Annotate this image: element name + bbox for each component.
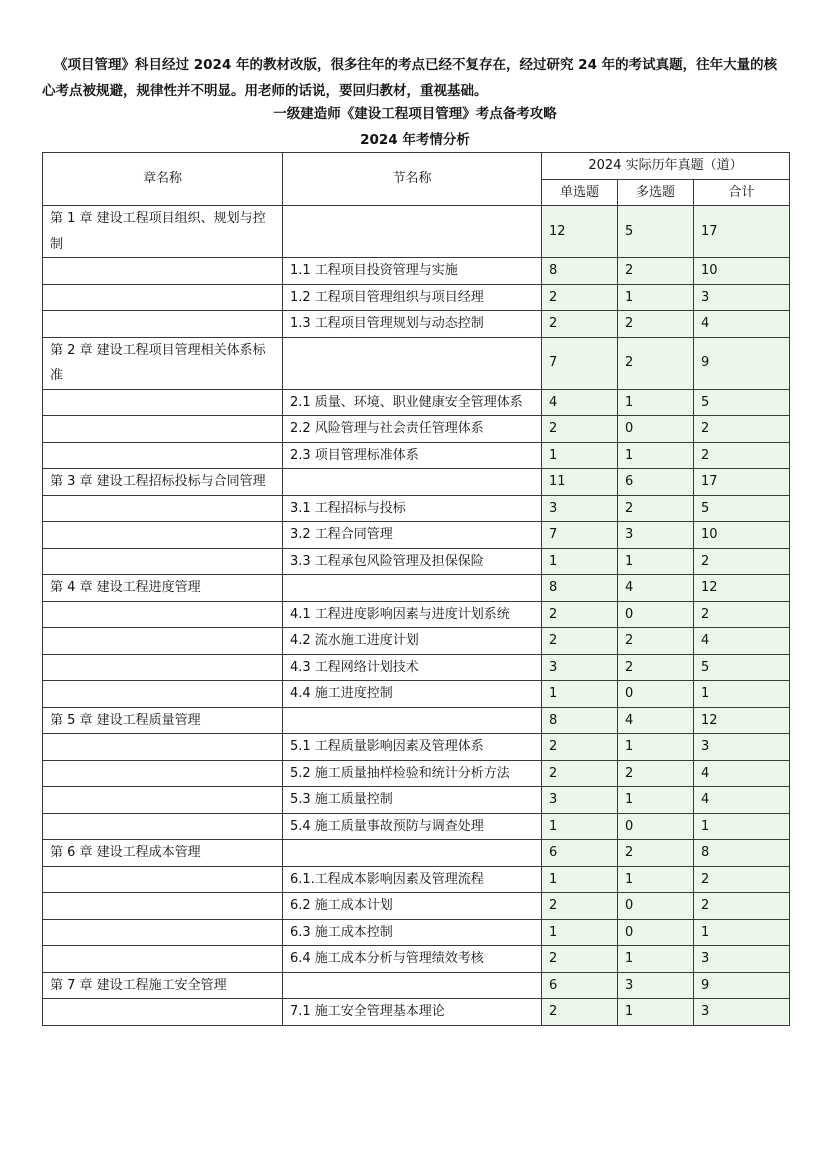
multi-choice-cell: 1 bbox=[618, 548, 694, 575]
single-choice-cell: 8 bbox=[542, 575, 618, 602]
chapter-cell bbox=[43, 681, 283, 708]
multi-choice-cell: 1 bbox=[618, 734, 694, 761]
single-choice-cell: 1 bbox=[542, 919, 618, 946]
section-row bbox=[43, 495, 790, 522]
section-row bbox=[43, 734, 790, 761]
section-cell: 4.1 工程进度影响因素与进度计划系统 bbox=[283, 601, 542, 628]
multi-choice-cell: 2 bbox=[618, 840, 694, 867]
section-row bbox=[43, 760, 790, 787]
chapter-cell bbox=[43, 628, 283, 655]
single-choice-cell: 7 bbox=[542, 522, 618, 549]
document-title: 一级建造师《建设工程项目管理》考点备考攻略 bbox=[273, 106, 557, 122]
section-cell: 5.4 施工质量事故预防与调查处理 bbox=[283, 813, 542, 840]
multi-choice-cell: 2 bbox=[618, 760, 694, 787]
section-row bbox=[43, 389, 790, 416]
chapter-row bbox=[43, 337, 790, 389]
section-cell: 1.1 工程项目投资管理与实施 bbox=[283, 258, 542, 285]
header-chapter: 章名称 bbox=[43, 153, 283, 206]
section-row bbox=[43, 442, 790, 469]
total-cell: 4 bbox=[694, 311, 790, 338]
intro-text: 《项目管理》科目经过 2024 年的教材改版，很多往年的考点已经不复存在，经过研究 24 年的考试真题，往年大量的核心考点被规避，规律性并不明显。用老师的话说，要回归教材，重视基础。 bbox=[42, 57, 778, 99]
single-choice-cell: 2 bbox=[542, 893, 618, 920]
chapter-cell bbox=[43, 813, 283, 840]
section-cell bbox=[283, 469, 542, 496]
single-choice-cell: 2 bbox=[542, 946, 618, 973]
chapter-cell bbox=[43, 946, 283, 973]
table-header bbox=[43, 153, 790, 206]
multi-choice-cell: 1 bbox=[618, 999, 694, 1026]
header-total: 合计 bbox=[694, 179, 790, 206]
multi-choice-cell: 2 bbox=[618, 258, 694, 285]
section-row bbox=[43, 813, 790, 840]
single-choice-cell: 2 bbox=[542, 601, 618, 628]
chapter-row bbox=[43, 707, 790, 734]
section-cell: 1.3 工程项目管理规划与动态控制 bbox=[283, 311, 542, 338]
chapter-cell bbox=[43, 654, 283, 681]
chapter-cell bbox=[43, 442, 283, 469]
multi-choice-cell: 1 bbox=[618, 389, 694, 416]
single-choice-cell: 1 bbox=[542, 866, 618, 893]
section-cell: 2.1 质量、环境、职业健康安全管理体系 bbox=[283, 389, 542, 416]
total-cell: 4 bbox=[694, 628, 790, 655]
multi-choice-cell: 1 bbox=[618, 442, 694, 469]
multi-choice-cell: 2 bbox=[618, 337, 694, 389]
multi-choice-cell: 5 bbox=[618, 206, 694, 258]
single-choice-cell: 2 bbox=[542, 284, 618, 311]
section-row bbox=[43, 258, 790, 285]
total-cell: 12 bbox=[694, 707, 790, 734]
total-cell: 17 bbox=[694, 469, 790, 496]
section-row bbox=[43, 628, 790, 655]
total-cell: 2 bbox=[694, 416, 790, 443]
multi-choice-cell: 0 bbox=[618, 416, 694, 443]
total-cell: 2 bbox=[694, 866, 790, 893]
chapter-cell bbox=[43, 416, 283, 443]
multi-choice-cell: 3 bbox=[618, 972, 694, 999]
total-cell: 2 bbox=[694, 601, 790, 628]
single-choice-cell: 1 bbox=[542, 681, 618, 708]
total-cell: 3 bbox=[694, 284, 790, 311]
multi-choice-cell: 0 bbox=[618, 919, 694, 946]
section-cell: 4.2 流水施工进度计划 bbox=[283, 628, 542, 655]
total-cell: 3 bbox=[694, 946, 790, 973]
section-row bbox=[43, 548, 790, 575]
section-row bbox=[43, 416, 790, 443]
total-cell: 5 bbox=[694, 389, 790, 416]
chapter-cell bbox=[43, 760, 283, 787]
total-cell: 9 bbox=[694, 337, 790, 389]
section-cell: 4.3 工程网络计划技术 bbox=[283, 654, 542, 681]
section-cell bbox=[283, 707, 542, 734]
chapter-row bbox=[43, 840, 790, 867]
section-row bbox=[43, 919, 790, 946]
single-choice-cell: 1 bbox=[542, 442, 618, 469]
section-cell: 5.2 施工质量抽样检验和统计分析方法 bbox=[283, 760, 542, 787]
multi-choice-cell: 1 bbox=[618, 787, 694, 814]
chapter-cell bbox=[43, 258, 283, 285]
section-row bbox=[43, 946, 790, 973]
section-row bbox=[43, 999, 790, 1026]
section-cell: 6.1.工程成本影响因素及管理流程 bbox=[283, 866, 542, 893]
section-cell: 5.1 工程质量影响因素及管理体系 bbox=[283, 734, 542, 761]
chapter-cell bbox=[43, 919, 283, 946]
chapter-cell bbox=[43, 495, 283, 522]
total-cell: 4 bbox=[694, 787, 790, 814]
section-row bbox=[43, 681, 790, 708]
header-single-choice: 单选题 bbox=[542, 179, 618, 206]
section-cell bbox=[283, 337, 542, 389]
section-cell bbox=[283, 206, 542, 258]
chapter-cell bbox=[43, 866, 283, 893]
section-cell: 3.2 工程合同管理 bbox=[283, 522, 542, 549]
chapter-cell: 第 2 章 建设工程项目管理相关体系标准 bbox=[43, 337, 283, 389]
chapter-cell bbox=[43, 522, 283, 549]
section-cell bbox=[283, 840, 542, 867]
exam-analysis-table bbox=[42, 152, 790, 1026]
multi-choice-cell: 1 bbox=[618, 284, 694, 311]
total-cell: 12 bbox=[694, 575, 790, 602]
section-row bbox=[43, 284, 790, 311]
chapter-row bbox=[43, 469, 790, 496]
single-choice-cell: 7 bbox=[542, 337, 618, 389]
multi-choice-cell: 1 bbox=[618, 866, 694, 893]
chapter-cell bbox=[43, 601, 283, 628]
multi-choice-cell: 1 bbox=[618, 946, 694, 973]
table-title: 2024 年考情分析 bbox=[360, 132, 470, 148]
section-cell: 3.1 工程招标与投标 bbox=[283, 495, 542, 522]
section-cell: 2.2 风险管理与社会责任管理体系 bbox=[283, 416, 542, 443]
single-choice-cell: 6 bbox=[542, 972, 618, 999]
chapter-row bbox=[43, 575, 790, 602]
total-cell: 17 bbox=[694, 206, 790, 258]
header-question-group: 2024 实际历年真题（道） bbox=[542, 153, 790, 180]
total-cell: 4 bbox=[694, 760, 790, 787]
total-cell: 1 bbox=[694, 813, 790, 840]
chapter-row bbox=[43, 206, 790, 258]
section-cell: 3.3 工程承包风险管理及担保保险 bbox=[283, 548, 542, 575]
total-cell: 9 bbox=[694, 972, 790, 999]
multi-choice-cell: 3 bbox=[618, 522, 694, 549]
multi-choice-cell: 0 bbox=[618, 813, 694, 840]
single-choice-cell: 2 bbox=[542, 734, 618, 761]
header-section: 节名称 bbox=[283, 153, 542, 206]
section-cell: 5.3 施工质量控制 bbox=[283, 787, 542, 814]
single-choice-cell: 6 bbox=[542, 840, 618, 867]
total-cell: 1 bbox=[694, 681, 790, 708]
section-cell: 6.4 施工成本分析与管理绩效考核 bbox=[283, 946, 542, 973]
section-cell: 4.4 施工进度控制 bbox=[283, 681, 542, 708]
total-cell: 10 bbox=[694, 258, 790, 285]
header-row bbox=[43, 153, 790, 180]
chapter-cell: 第 4 章 建设工程进度管理 bbox=[43, 575, 283, 602]
intro-paragraph bbox=[42, 52, 788, 104]
single-choice-cell: 1 bbox=[542, 548, 618, 575]
total-cell: 2 bbox=[694, 442, 790, 469]
section-cell: 6.2 施工成本计划 bbox=[283, 893, 542, 920]
total-cell: 2 bbox=[694, 548, 790, 575]
single-choice-cell: 2 bbox=[542, 311, 618, 338]
total-cell: 8 bbox=[694, 840, 790, 867]
table-body bbox=[43, 206, 790, 1026]
chapter-cell: 第 7 章 建设工程施工安全管理 bbox=[43, 972, 283, 999]
section-cell bbox=[283, 972, 542, 999]
single-choice-cell: 3 bbox=[542, 495, 618, 522]
multi-choice-cell: 0 bbox=[618, 893, 694, 920]
section-cell: 1.2 工程项目管理组织与项目经理 bbox=[283, 284, 542, 311]
multi-choice-cell: 0 bbox=[618, 681, 694, 708]
total-cell: 1 bbox=[694, 919, 790, 946]
single-choice-cell: 8 bbox=[542, 707, 618, 734]
total-cell: 5 bbox=[694, 495, 790, 522]
total-cell: 2 bbox=[694, 893, 790, 920]
section-row bbox=[43, 654, 790, 681]
chapter-cell bbox=[43, 311, 283, 338]
single-choice-cell: 2 bbox=[542, 416, 618, 443]
chapter-cell: 第 6 章 建设工程成本管理 bbox=[43, 840, 283, 867]
chapter-cell bbox=[43, 734, 283, 761]
section-cell: 7.1 施工安全管理基本理论 bbox=[283, 999, 542, 1026]
section-row bbox=[43, 522, 790, 549]
total-cell: 3 bbox=[694, 734, 790, 761]
total-cell: 5 bbox=[694, 654, 790, 681]
chapter-cell: 第 1 章 建设工程项目组织、规划与控制 bbox=[43, 206, 283, 258]
chapter-cell bbox=[43, 548, 283, 575]
single-choice-cell: 1 bbox=[542, 813, 618, 840]
header-multi-choice: 多选题 bbox=[618, 179, 694, 206]
chapter-cell bbox=[43, 787, 283, 814]
section-row bbox=[43, 893, 790, 920]
multi-choice-cell: 2 bbox=[618, 311, 694, 338]
single-choice-cell: 11 bbox=[542, 469, 618, 496]
chapter-row bbox=[43, 972, 790, 999]
single-choice-cell: 2 bbox=[542, 760, 618, 787]
multi-choice-cell: 4 bbox=[618, 707, 694, 734]
multi-choice-cell: 6 bbox=[618, 469, 694, 496]
total-cell: 3 bbox=[694, 999, 790, 1026]
chapter-cell bbox=[43, 999, 283, 1026]
section-cell: 2.3 项目管理标准体系 bbox=[283, 442, 542, 469]
chapter-cell bbox=[43, 389, 283, 416]
single-choice-cell: 2 bbox=[542, 999, 618, 1026]
section-row bbox=[43, 311, 790, 338]
single-choice-cell: 8 bbox=[542, 258, 618, 285]
single-choice-cell: 3 bbox=[542, 654, 618, 681]
single-choice-cell: 3 bbox=[542, 787, 618, 814]
single-choice-cell: 12 bbox=[542, 206, 618, 258]
section-cell bbox=[283, 575, 542, 602]
chapter-cell bbox=[43, 893, 283, 920]
chapter-cell bbox=[43, 284, 283, 311]
section-cell: 6.3 施工成本控制 bbox=[283, 919, 542, 946]
multi-choice-cell: 4 bbox=[618, 575, 694, 602]
section-row bbox=[43, 601, 790, 628]
single-choice-cell: 4 bbox=[542, 389, 618, 416]
multi-choice-cell: 2 bbox=[618, 495, 694, 522]
single-choice-cell: 2 bbox=[542, 628, 618, 655]
multi-choice-cell: 2 bbox=[618, 654, 694, 681]
section-row bbox=[43, 866, 790, 893]
multi-choice-cell: 2 bbox=[618, 628, 694, 655]
chapter-cell: 第 5 章 建设工程质量管理 bbox=[43, 707, 283, 734]
multi-choice-cell: 0 bbox=[618, 601, 694, 628]
chapter-cell: 第 3 章 建设工程招标投标与合同管理 bbox=[43, 469, 283, 496]
total-cell: 10 bbox=[694, 522, 790, 549]
section-row bbox=[43, 787, 790, 814]
